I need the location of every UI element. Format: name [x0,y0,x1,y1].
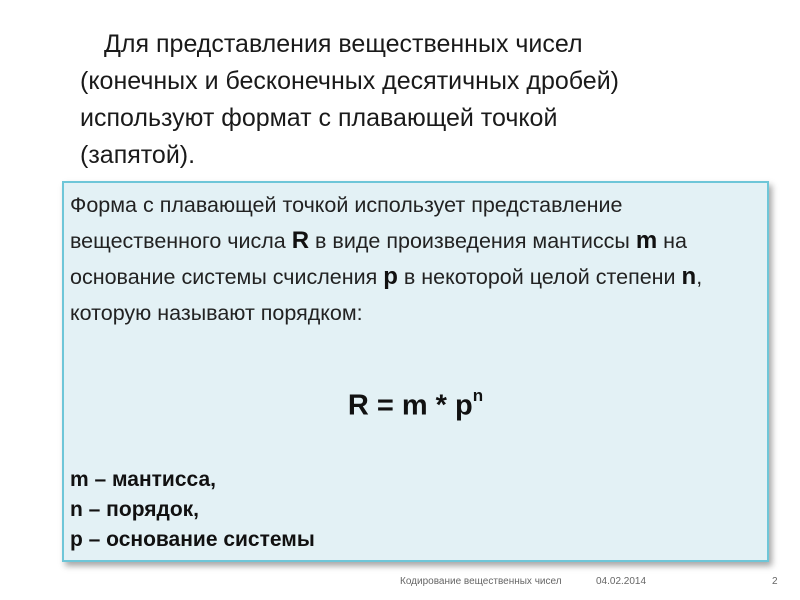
intro-line-2: (конечных и бесконечных десятичных дробей) [80,67,619,95]
intro-line-4: (запятой). [80,141,196,169]
intro-line-3: используют формат с плавающей точкой [80,104,558,132]
definition-part-4: в некоторой целой степени [397,265,682,289]
definition-part-2: в виде произведения мантиссы [309,229,636,253]
definition-box [62,181,769,562]
variable-r: R [291,227,310,254]
definition-part-5: , которую называют порядком: [70,265,703,325]
intro-line [80,26,740,63]
footer-title: Кодирование вещественных чисел [400,576,562,587]
intro-text [80,26,740,174]
definition-text [70,187,760,331]
legend-item-order: n – порядок, [70,498,199,521]
page-number: 2 [772,576,778,587]
legend [70,465,315,555]
variable-n: n [681,263,697,290]
formula-base: R = m * p [347,389,473,422]
legend-item-mantissa: m – мантисса, [70,468,216,491]
legend-item-base: p – основание системы [70,528,315,551]
formula-exponent: n [472,386,484,405]
intro-line-1: Для представления вещественных чисел [104,30,583,58]
variable-p: p [383,263,398,290]
definition-part-1: Форма с плавающей точкой использует представление вещественного числа [70,193,623,253]
formula [64,386,767,423]
variable-m: m [635,227,658,254]
definition-part-3: на основание системы счисления [70,229,687,289]
footer-date: 04.02.2014 [596,576,647,587]
